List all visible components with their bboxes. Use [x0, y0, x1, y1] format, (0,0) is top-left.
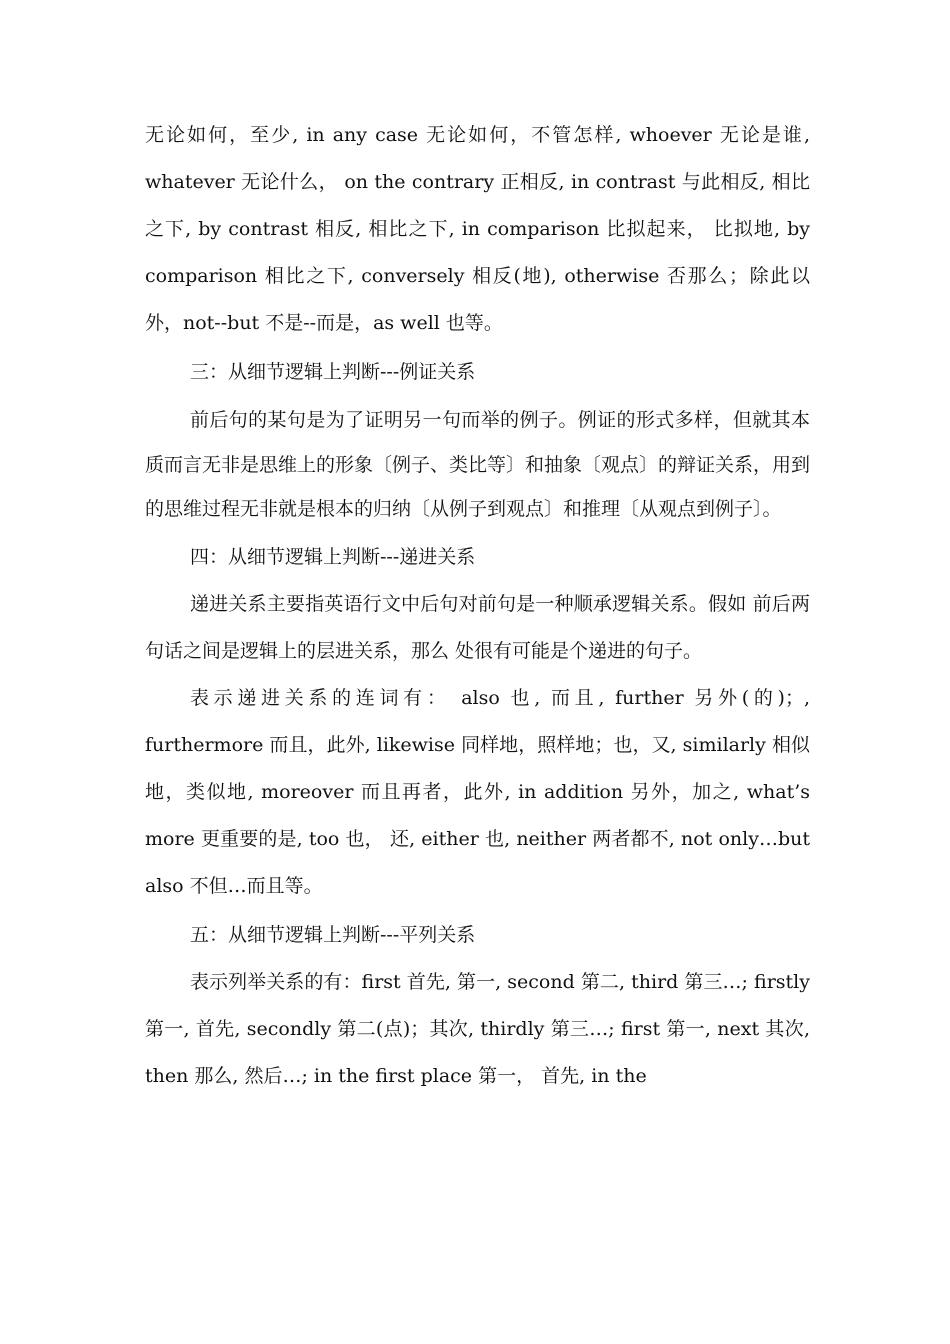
- heading-section-three: 三：从细节逻辑上判断---例证关系: [190, 361, 476, 383]
- paragraph-enumeration-connectives: 表示列举关系的有：first 首先, 第一, second 第二, third 第三…; firstly 第一, 首先, secondly 第二(点)；其次, thirdly 第三…; first 第一, next 其次, then 那么, 然后…; in the first place 第一， 首先, in the: [145, 970, 810, 1087]
- heading-section-four: 四：从细节逻辑上判断---递进关系: [190, 545, 476, 568]
- document-body: [145, 112, 810, 1100]
- paragraph-concession-contrast-connectives: 无论如何，至少, in any case 无论如何，不管怎样, whoever 无论是谁, whatever 无论什么， on the contrary 正相反, in contrast 与此相反, 相比之下, by contrast 相反, 相比之下, in comparison 比拟起来， 比拟地, by comparison 相比之下, conversely 相反(地), otherwise 否那么；除此以外，not--but 不是--而是，as well 也等。: [145, 124, 810, 334]
- paragraph-progression-intro: 递进关系主要指英语行文中后句对前句是一种顺承逻辑关系。假如 前后两句话之间是逻辑上的层进关系，那么 处很有可能是个递进的句子。: [145, 592, 810, 662]
- paragraph-progression-connectives: 表示递进关系的连词有： also 也, 而且, further 另外(的)；, furthermore 而且，此外, likewise 同样地，照样地；也，又, similarly 相似地，类似地, moreover 而且再者，此外, in addition 另外，加之, what’s more 更重要的是, too 也， 还, either 也, neither 两者都不, not only…but also 不但…而且等。: [145, 686, 810, 897]
- paragraph-exemplification: 前后句的某句是为了证明另一句而举的例子。例证的形式多样，但就其本质而言无非是思维上的形象〔例子、类比等〕和抽象〔观点〕的辩证关系，用到的思维过程无非就是根本的归纳〔从例子到观点〕和推理〔从观点到例子〕。: [145, 409, 811, 520]
- heading-section-five: 五：从细节逻辑上判断---平列关系: [190, 923, 476, 946]
